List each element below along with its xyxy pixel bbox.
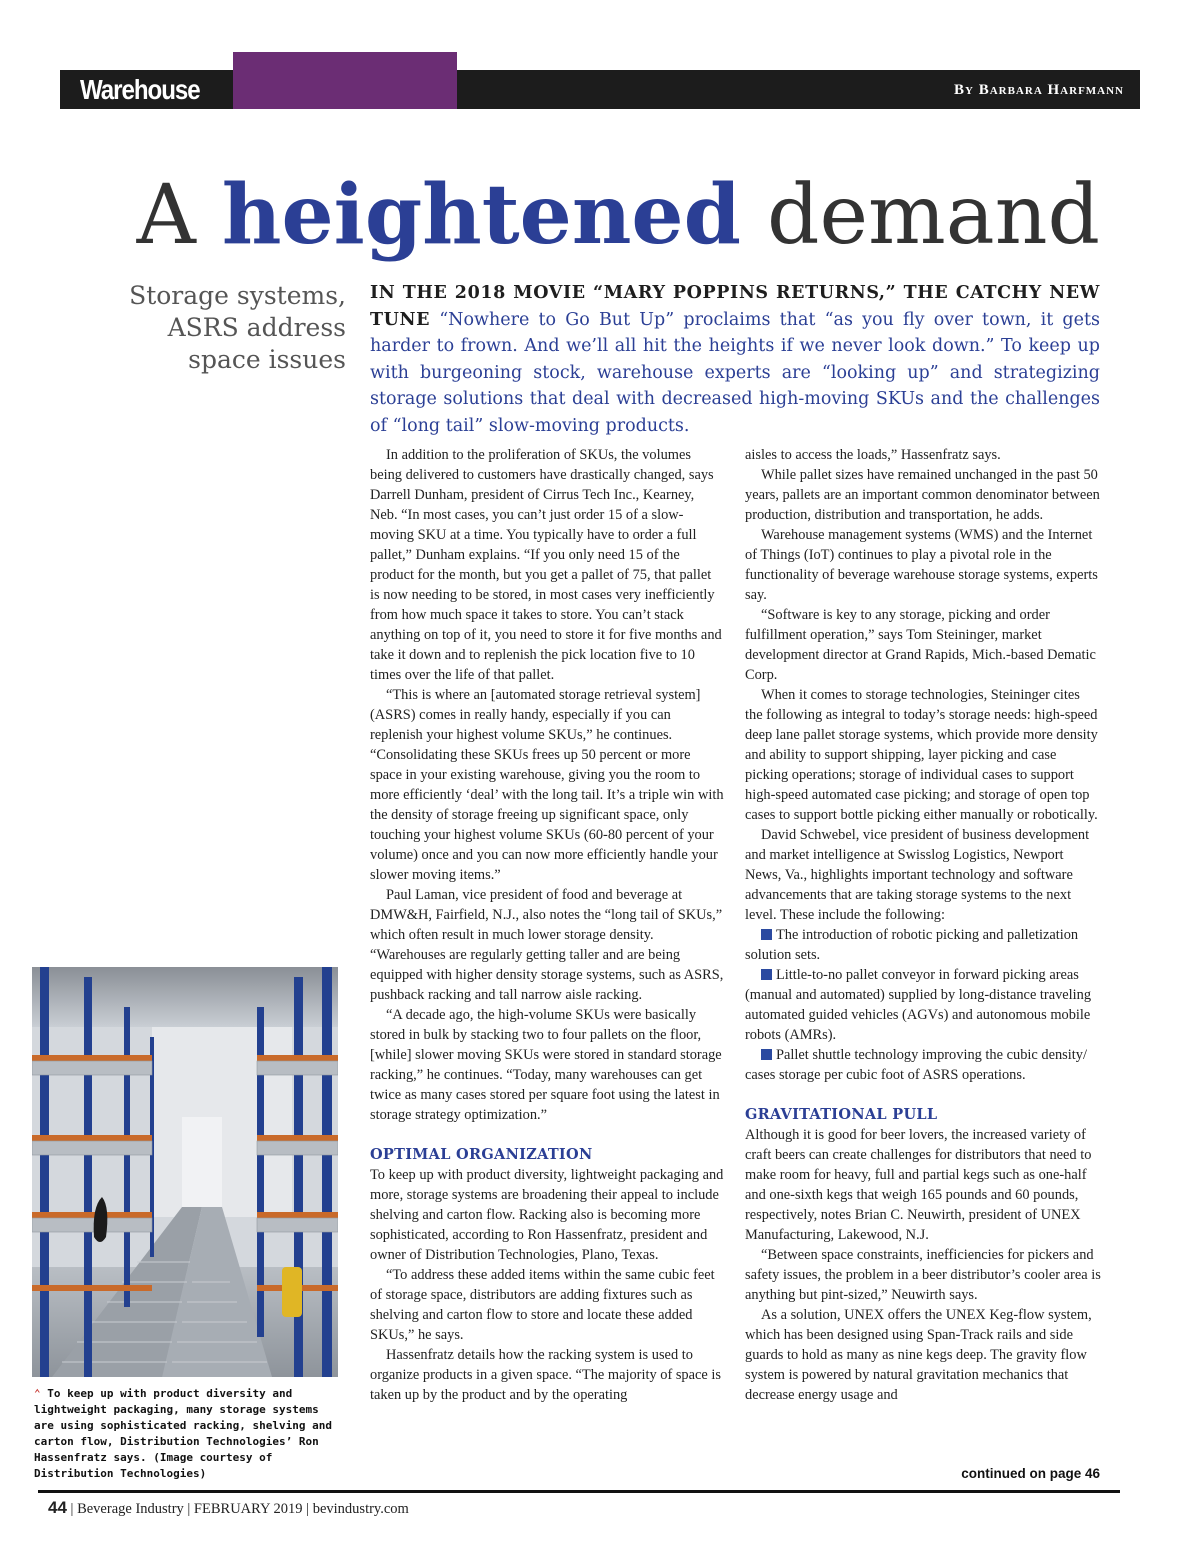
warehouse-racking-photo [32, 967, 338, 1377]
body-column-1 [370, 445, 724, 1405]
bullet-item [745, 925, 1101, 965]
footer-rule [38, 1490, 1120, 1493]
body-paragraph: “Between space constraints, inefficiencies for pickers and safety issues, the problem in a beer distributor’s cooler area is anything but pint-sized,” Neuwirth says. [745, 1247, 1101, 1303]
caption-arrow-icon: ⌃ [34, 1387, 41, 1400]
body-paragraph: “This is where an [automated storage retrieval system] (ASRS) comes in really handy, especially if you can replenish your highest volume SKUs,” he continues. “Consolidating these SKUs frees up 50 percent or more space in your existing warehouse, giving you the room to more efficiently ‘deal’ with the long tail. It’s a triple win with the density of storage freeing up significant space, only touching your highest volume SKUs (60-80 percent of your volume) once and you can now more efficiently handle your slower moving items.” [370, 687, 724, 883]
bullet-item [745, 965, 1101, 1045]
body-column-2 [745, 445, 1101, 1405]
body-paragraph: While pallet sizes have remained unchanged in the past 50 years, pallets are an important common denominator between production, distribution and transportation, he adds. [745, 467, 1100, 523]
deck-line: space issues [188, 345, 346, 374]
racking-illustration [32, 967, 338, 1377]
subhead-gravitational-pull: GRAVITATIONAL PULL [745, 1106, 938, 1123]
body-paragraph: To keep up with product diversity, lightweight packaging and more, storage systems are broadening their appeal to include shelving and carton flow. Racking also is becoming more sophisticated, according to Ron Hassenfratz, president and owner of Distribution Technologies, Plano, Texas. [370, 1167, 724, 1263]
bullet-item [745, 1045, 1101, 1085]
headline [137, 160, 1100, 271]
square-bullet-icon [761, 1049, 772, 1060]
body-paragraph: David Schwebel, vice president of business development and market intelligence at Swisslog Logistics, Newport News, Va., highlights important technology and software advancements that are taking storage systems to the next level. These include the following: [745, 827, 1090, 923]
bullet-text: The introduction of robotic picking and palletization solution sets. [745, 927, 1079, 963]
deck-line: Storage systems, [129, 281, 346, 310]
bullet-text: Little-to-no pallet conveyor in forward picking areas (manual and automated) supplied by long-distance traveling automated guided vehicles (AGVs) and autonomous mobile robots (AMRs). [745, 967, 1092, 1043]
headline-word-2: heightened [221, 167, 741, 263]
header-accent-block [233, 52, 457, 109]
body-paragraph: In addition to the proliferation of SKUs, the volumes being delivered to customers have drastically changed, says Darrell Dunham, president of Cirrus Tech Inc., Kearney, Neb. “In most cases, you can’t just order 15 of a slow-moving SKU at a time. You typically have to order a full pallet,” Dunham explains. “If you only need 15 of the product for the month, but you get a pallet of 75, that pallet is now needing to be stored, in most cases very inefficiently from how much space it takes to store. You can’t stack anything on top of it, you need to store it for five months and take it down and to replenish the pick location five to 10 times over the life of that pallet. [370, 447, 722, 683]
square-bullet-icon [761, 929, 772, 940]
deck-subtitle [80, 280, 346, 376]
body-paragraph: aisles to access the loads,” Hassenfratz says. [745, 447, 1001, 463]
section-label: Warehouse [80, 74, 200, 105]
subhead-optimal-organization: OPTIMAL ORGANIZATION [370, 1146, 593, 1163]
body-paragraph: “To address these added items within the same cubic feet of storage space, distributors are adding fixtures such as shelving and carton flow to store and locate these added SKUs,” he says. [370, 1267, 715, 1343]
body-paragraph: “Software is key to any storage, picking and order fulfillment operation,” says Tom Steininger, market development director at Grand Rapids, Mich.-based Dematic Corp. [745, 607, 1096, 683]
photo-caption [34, 1386, 334, 1482]
headline-word-1: A [136, 168, 196, 263]
body-paragraph: As a solution, UNEX offers the UNEX Keg-flow system, which has been designed using Span-Track rails and side guards to hold as many as nine kegs deep. The gravity flow system is powered by natural gravitation mechanics that decrease energy usage and [745, 1307, 1092, 1403]
square-bullet-icon [761, 969, 772, 980]
body-paragraph: “A decade ago, the high-volume SKUs were basically stored in bulk by stacking two to four pallets on the floor, [while] slower moving SKUs were stored in standard storage racking,” he continues. “Today, many warehouses can get twice as many cases stored per square foot using the latest in storage strategy optimization.” [370, 1007, 722, 1123]
continued-on-page: continued on page 46 [961, 1466, 1100, 1481]
deck-line: ASRS address [167, 313, 346, 342]
byline: By Barbara Harfmann [954, 82, 1124, 98]
body-paragraph: Although it is good for beer lovers, the increased variety of craft beers can create challenges for distributors that need to make room for heavy, full and partial kegs such as one-half and one-sixth kegs that weigh 165 pounds and 60 pounds, respectively, notes Brian C. Neuwirth, president of UNEX Manufacturing, Lakewood, N.J. [745, 1127, 1092, 1243]
intro-lead: IN THE 2018 MOVIE “MARY POPPINS RETURNS,” THE CATCHY NEW TUNE [370, 283, 1100, 330]
bullet-text: Pallet shuttle technology improving the cubic density/ cases storage per cubic foot of ASRS operations. [745, 1047, 1087, 1083]
body-paragraph: Hassenfratz details how the racking system is used to organize products in a given space. “The majority of space is taken up by the product and by the operating [370, 1347, 721, 1403]
page-number: 44 [48, 1498, 67, 1517]
footer-publication: | Beverage Industry | FEBRUARY 2019 | bevindustry.com [70, 1501, 409, 1517]
headline-word-3: demand [767, 168, 1100, 263]
body-paragraph: When it comes to storage technologies, Steininger cites the following as integral to today’s storage needs: high-speed deep lane pallet storage systems, which provide more density and ability to support shipping, layer picking and case picking operations; storage of individual cases to support high-speed automated case picking; and storage of open top cases to support bottle picking either manually or robotically. [745, 687, 1098, 823]
caption-text: To keep up with product diversity and lightweight packaging, many storage systems are using sophisticated racking, shelving and carton flow, Distribution Technologies’ Ron Hassenfratz says. (Image courtesy of Distribution Technologies) [34, 1387, 333, 1480]
body-paragraph: Paul Laman, vice president of food and beverage at DMW&H, Fairfield, N.J., also notes the “long tail of SKUs,” which often result in much lower storage density. “Warehouses are regularly getting taller and are being equipped with higher density storage systems, such as ASRS, pushback racking and tall narrow aisle racking. [370, 887, 724, 1003]
intro-paragraph [370, 280, 1100, 439]
page-footer [48, 1498, 409, 1518]
intro-rest: “Nowhere to Go But Up” proclaims that “as you fly over town, it gets harder to frown. And we’ll all hit the heights if we never look down.” To keep up with burgeoning stock, warehouse experts are “looking up” and strategizing storage solutions that deal with decreased high-moving SKUs and the challenges of “long tail” slow-moving products. [370, 309, 1100, 436]
body-paragraph: Warehouse management systems (WMS) and the Internet of Things (IoT) continues to play a pivotal role in the functionality of beverage warehouse storage systems, experts say. [745, 527, 1098, 603]
